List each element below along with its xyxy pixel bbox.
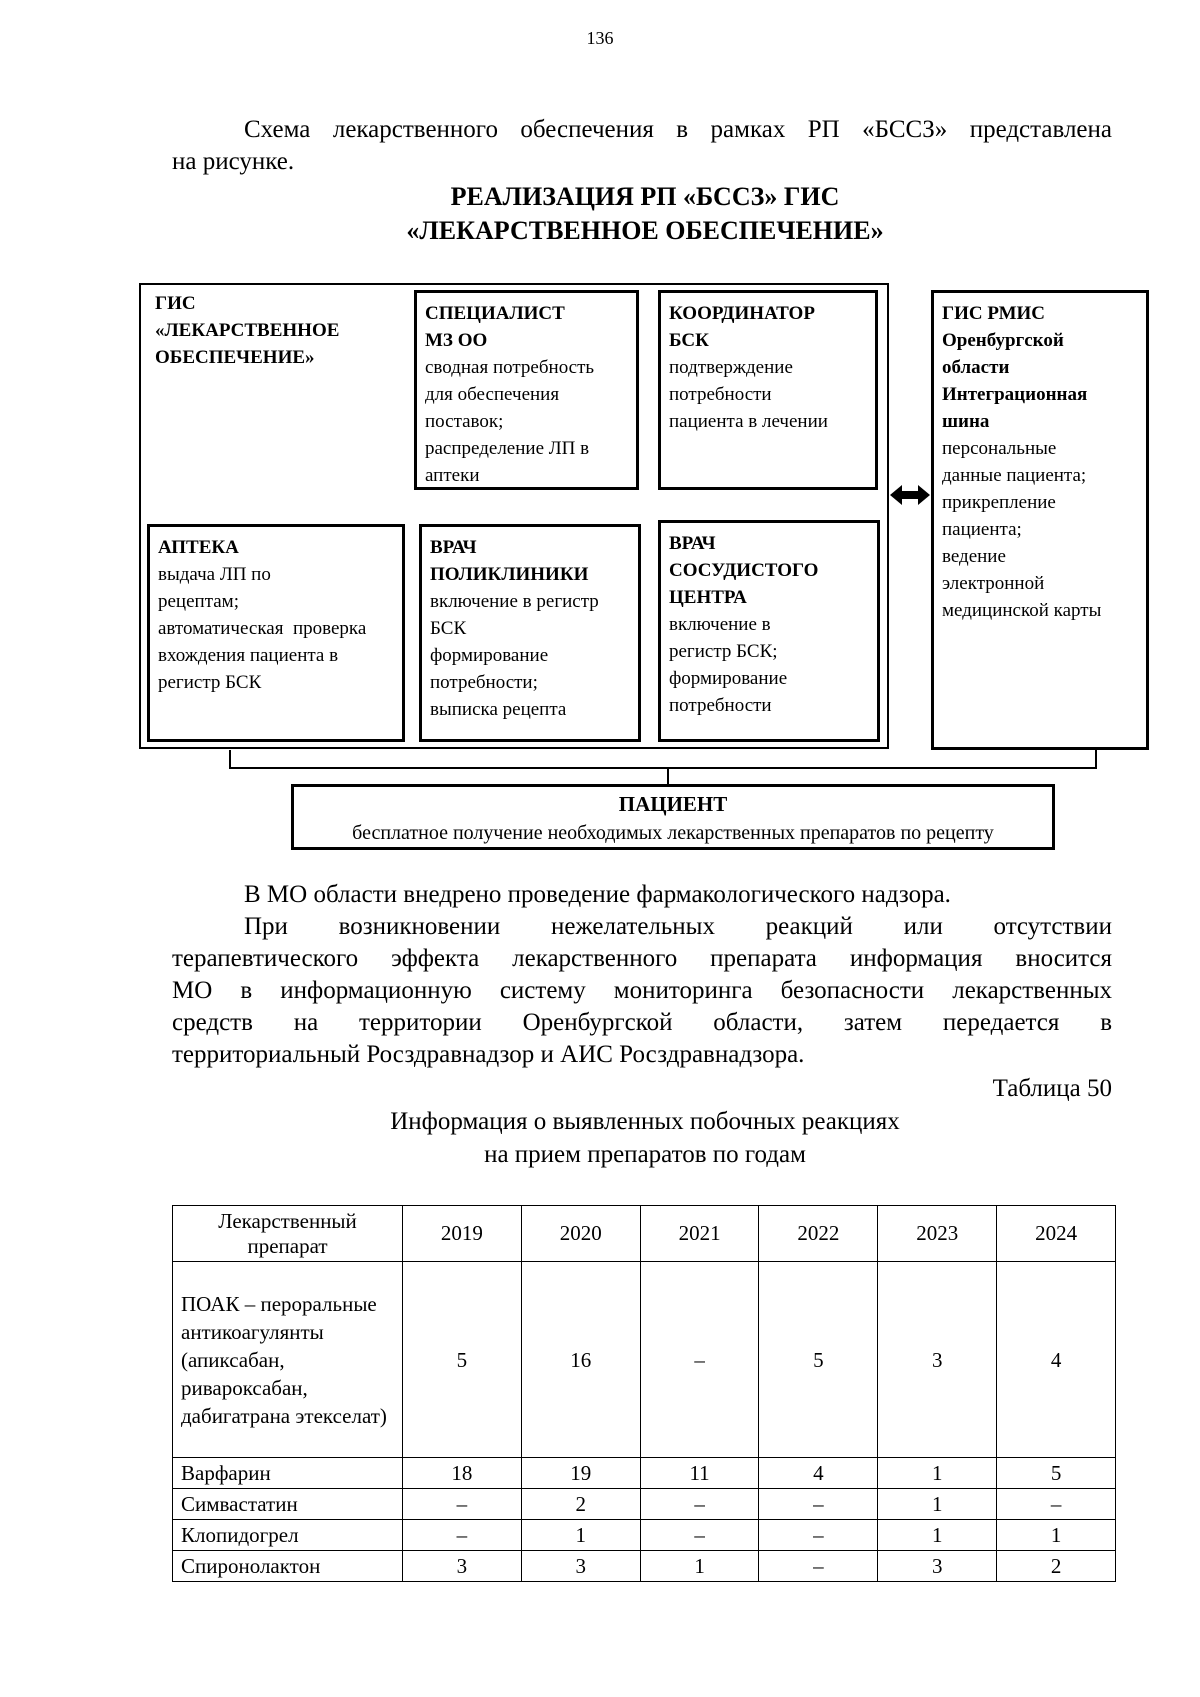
value-cell: 5 <box>403 1262 522 1458</box>
value-cell: 1 <box>878 1520 997 1551</box>
scheme-title <box>0 180 1200 248</box>
value-cell: 18 <box>403 1458 522 1489</box>
body-paragraph-2: При возникновении нежелательных реакций или отсутствии терапевтического эффекта лекарственного препарата информация вносится МО в информационную систему мониторинга безопасности лекарственных средств на территории Оренбургской области, затем передается в территориальный Росздравнадзор и АИС Росздравнадзора. <box>172 913 1112 1068</box>
double-arrow-icon <box>888 482 932 508</box>
value-cell: 3 <box>878 1262 997 1458</box>
table-row <box>173 1262 1116 1458</box>
table-row <box>173 1520 1116 1551</box>
value-cell: – <box>640 1262 759 1458</box>
value-cell: 11 <box>640 1458 759 1489</box>
value-cell: 5 <box>759 1262 878 1458</box>
value-cell: 2 <box>521 1489 640 1520</box>
coordinator-box: КООРДИНАТОР БСК подтверждение потребности пациента в лечении <box>658 290 878 490</box>
gis-drug-supply-label: ГИС «ЛЕКАРСТВЕННОЕ ОБЕСПЕЧЕНИЕ» <box>155 293 340 368</box>
value-cell: 5 <box>997 1458 1116 1489</box>
drug-name-cell: Спиронолактон <box>173 1551 403 1582</box>
scheme-title-line: «ЛЕКАРСТВЕННОЕ ОБЕСПЕЧЕНИЕ» <box>406 216 884 245</box>
value-cell: – <box>759 1520 878 1551</box>
drug-name-cell: ПОАК – пероральные антикоагулянты (апиксабан, ривароксабан, дабигатрана этекселат) <box>173 1262 403 1458</box>
value-cell: – <box>403 1489 522 1520</box>
intro-paragraph <box>172 114 1112 178</box>
value-cell: 19 <box>521 1458 640 1489</box>
value-cell: 3 <box>521 1551 640 1582</box>
value-cell: 1 <box>640 1551 759 1582</box>
connector-brace <box>228 748 1098 788</box>
header-cell: 2024 <box>997 1206 1116 1262</box>
header-cell: Лекарственный препарат <box>173 1206 403 1262</box>
table-row <box>173 1489 1116 1520</box>
header-cell: 2019 <box>403 1206 522 1262</box>
header-cell: 2022 <box>759 1206 878 1262</box>
rmis-box: ГИС РМИС Оренбургской области Интеграционная шина персональные данные пациента; прикрепление пациента; ведение электронной медицинской карты <box>931 290 1149 750</box>
pharmacy-box: АПТЕКА выдача ЛП по рецептам; автоматическая проверка вхождения пациента в регистр БСК <box>147 524 405 742</box>
value-cell: 2 <box>997 1551 1116 1582</box>
value-cell: – <box>759 1489 878 1520</box>
clinic-doctor-box: ВРАЧ ПОЛИКЛИНИКИ включение в регистр БСК формирование потребности; выписка рецепта <box>419 524 641 742</box>
header-cell: 2021 <box>640 1206 759 1262</box>
body-paragraph-1: В МО области внедрено проведение фармакологического надзора. <box>244 881 951 908</box>
page-number: 136 <box>586 28 614 48</box>
value-cell: 3 <box>878 1551 997 1582</box>
header-cell: 2023 <box>878 1206 997 1262</box>
table-caption: Таблица 50 <box>992 1075 1112 1102</box>
intro-line: на рисунке. <box>172 148 295 175</box>
table-header-row <box>173 1206 1116 1262</box>
value-cell: – <box>640 1489 759 1520</box>
scheme-title-line: РЕАЛИЗАЦИЯ РП «БССЗ» ГИС <box>450 182 840 211</box>
table-row <box>173 1458 1116 1489</box>
drug-name-cell: Симвастатин <box>173 1489 403 1520</box>
value-cell: 1 <box>878 1489 997 1520</box>
value-cell: 4 <box>997 1262 1116 1458</box>
value-cell: – <box>403 1520 522 1551</box>
table-row <box>173 1551 1116 1582</box>
value-cell: 1 <box>997 1520 1116 1551</box>
value-cell: 3 <box>403 1551 522 1582</box>
header-cell: 2020 <box>521 1206 640 1262</box>
value-cell: – <box>997 1489 1116 1520</box>
intro-line: Схема лекарственного обеспечения в рамках РП «БССЗ» представлена <box>244 116 1112 143</box>
patient-box: ПАЦИЕНТ бесплатное получение необходимых лекарственных препаратов по рецепту <box>291 784 1055 850</box>
side-effects-table <box>172 1205 1116 1582</box>
value-cell: 16 <box>521 1262 640 1458</box>
vascular-doctor-box: ВРАЧ СОСУДИСТОГО ЦЕНТРА включение в регистр БСК; формирование потребности <box>658 520 880 742</box>
specialist-box: СПЕЦИАЛИСТ МЗ ОО сводная потребность для обеспечения поставок; распределение ЛП в аптеки <box>414 290 639 490</box>
table-title: Информация о выявленных побочных реакциях на прием препаратов по годам <box>390 1108 900 1168</box>
drug-name-cell: Клопидогрел <box>173 1520 403 1551</box>
drug-name-cell: Варфарин <box>173 1458 403 1489</box>
value-cell: – <box>640 1520 759 1551</box>
value-cell: – <box>759 1551 878 1582</box>
value-cell: 4 <box>759 1458 878 1489</box>
value-cell: 1 <box>521 1520 640 1551</box>
value-cell: 1 <box>878 1458 997 1489</box>
